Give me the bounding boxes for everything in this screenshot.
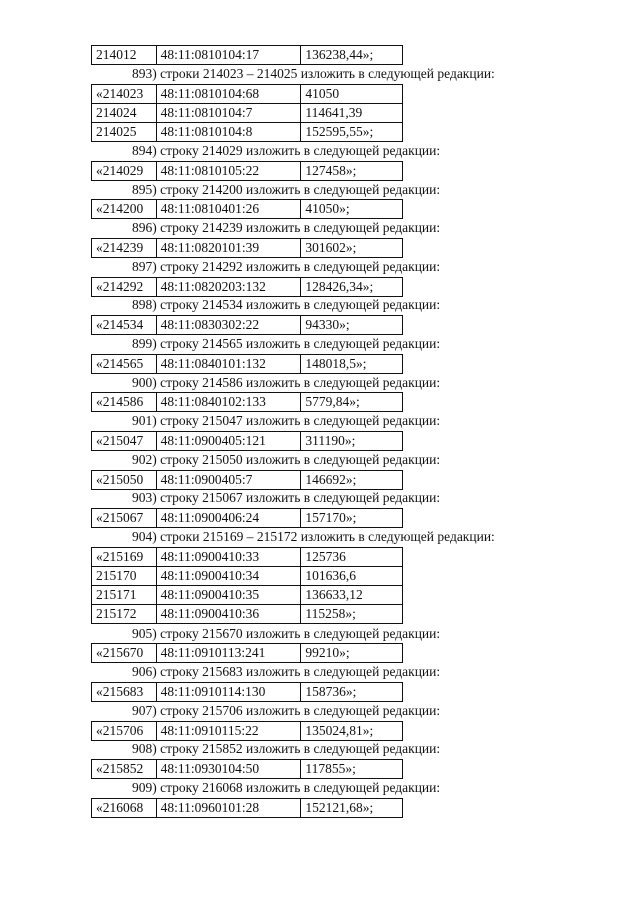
amendment-table [91,84,403,142]
amendment-table [91,431,403,451]
value-cell: 301602»; [301,239,403,258]
cadastral-number-cell: 48:11:0930104:50 [156,760,301,779]
amendment-table [91,759,403,779]
row-number-cell: 214012 [92,46,157,65]
table-row [92,547,403,566]
cadastral-number-cell: 48:11:0810104:68 [156,84,301,103]
amendment-table [91,199,403,219]
value-cell: 115258»; [301,604,403,623]
table-row [92,316,403,335]
amendment-instruction: 895) строку 214200 изложить в следующей редакции: [132,181,441,197]
cadastral-number-cell: 48:11:0910113:241 [156,644,301,663]
amendment-table [91,315,403,335]
table-row [92,354,403,373]
amendment-table [91,470,403,490]
cadastral-number-cell: 48:11:0900405:121 [156,432,301,451]
table-row [92,84,403,103]
value-cell: 94330»; [301,316,403,335]
amendment-table [91,238,403,258]
amendment-table [91,721,403,741]
table-row [92,682,403,701]
row-number-cell: «215067 [92,509,157,528]
row-number-cell: 214025 [92,122,157,141]
table-row [92,585,403,604]
row-number-cell: «215050 [92,470,157,489]
cadastral-number-cell: 48:11:0910115:22 [156,721,301,740]
cadastral-number-cell: 48:11:0900410:33 [156,547,301,566]
table-row [92,239,403,258]
amendment-instruction: 902) строку 215050 изложить в следующей редакции: [132,451,441,467]
cadastral-number-cell: 48:11:0900405:7 [156,470,301,489]
amendment-instruction: 904) строки 215169 – 215172 изложить в следующей редакции: [132,529,495,544]
value-cell: 136238,44»; [301,46,403,65]
value-cell: 152121,68»; [301,798,403,817]
value-cell: 136633,12 [301,585,403,604]
cadastral-number-cell: 48:11:0810104:17 [156,46,301,65]
value-cell: 125736 [301,547,403,566]
row-number-cell: «214239 [92,239,157,258]
amendment-instruction: 900) строку 214586 изложить в следующей редакции: [132,374,441,390]
row-number-cell: «215706 [92,721,157,740]
amendment-instruction: 906) строку 215683 изложить в следующей редакции: [132,664,441,680]
amendment-instruction: 896) строку 214239 изложить в следующей редакции: [132,220,441,236]
cadastral-number-cell: 48:11:0900410:34 [156,566,301,585]
amendment-table [91,643,403,663]
row-number-cell: «215047 [92,432,157,451]
amendment-table [91,392,403,412]
amendment-instruction: 897) строку 214292 изложить в следующей редакции: [132,258,441,274]
cadastral-number-cell: 48:11:0900406:24 [156,509,301,528]
amendment-instruction: 908) строку 215852 изложить в следующей редакции: [132,741,441,757]
table-row [92,277,403,296]
cadastral-number-cell: 48:11:0830302:22 [156,316,301,335]
row-number-cell: «214565 [92,354,157,373]
row-number-cell: «215670 [92,644,157,663]
cadastral-number-cell: 48:11:0900410:36 [156,604,301,623]
table-row [92,393,403,412]
table-row [92,46,403,65]
amendment-instruction: 909) строку 216068 изложить в следующей редакции: [132,779,441,795]
table-row [92,509,403,528]
cadastral-number-cell: 48:11:0900410:35 [156,585,301,604]
amendment-instruction: 905) строку 215670 изложить в следующей редакции: [132,625,441,641]
value-cell: 158736»; [301,682,403,701]
table-row [92,566,403,585]
cadastral-number-cell: 48:11:0840101:132 [156,354,301,373]
amendment-table [91,547,403,624]
cadastral-number-cell: 48:11:0960101:28 [156,798,301,817]
cadastral-number-cell: 48:11:0810104:7 [156,103,301,122]
row-number-cell: «214534 [92,316,157,335]
table-row [92,721,403,740]
amendment-table [91,277,403,297]
value-cell: 311190»; [301,432,403,451]
row-number-cell: «214292 [92,277,157,296]
table-row [92,604,403,623]
row-number-cell: 214024 [92,103,157,122]
table-row [92,470,403,489]
value-cell: 128426,34»; [301,277,403,296]
table-row [92,161,403,180]
table-row [92,432,403,451]
table-row [92,103,403,122]
value-cell: 146692»; [301,470,403,489]
value-cell: 41050 [301,84,403,103]
value-cell: 117855»; [301,760,403,779]
table-row [92,200,403,219]
amendment-instruction: 894) строку 214029 изложить в следующей редакции: [132,143,441,158]
table-row [92,122,403,141]
amendment-instruction: 898) строку 214534 изложить в следующей редакции: [132,297,441,313]
row-number-cell: 215170 [92,566,157,585]
row-number-cell: «215852 [92,760,157,779]
table-row [92,798,403,817]
value-cell: 101636,6 [301,566,403,585]
row-number-cell: «214586 [92,393,157,412]
value-cell: 148018,5»; [301,354,403,373]
amendment-table [91,798,403,818]
table-row [92,760,403,779]
value-cell: 41050»; [301,200,403,219]
cadastral-number-cell: 48:11:0810105:22 [156,161,301,180]
row-number-cell: «216068 [92,798,157,817]
value-cell: 5779,84»; [301,393,403,412]
cadastral-number-cell: 48:11:0910114:130 [156,682,301,701]
amendment-table [91,682,403,702]
value-cell: 152595,55»; [301,122,403,141]
cadastral-number-cell: 48:11:0820101:39 [156,239,301,258]
amendment-table [91,45,403,65]
value-cell: 135024,81»; [301,721,403,740]
cadastral-number-cell: 48:11:0810104:8 [156,122,301,141]
amendment-instruction: 901) строку 215047 изложить в следующей редакции: [132,413,441,429]
row-number-cell: «215683 [92,682,157,701]
row-number-cell: «214023 [92,84,157,103]
amendment-instruction: 899) строку 214565 изложить в следующей редакции: [132,336,441,351]
amendment-instruction: 903) строку 215067 изложить в следующей редакции: [132,490,441,506]
cadastral-number-cell: 48:11:0820203:132 [156,277,301,296]
amendment-table [91,161,403,181]
value-cell: 114641,39 [301,103,403,122]
row-number-cell: «215169 [92,547,157,566]
row-number-cell: 215172 [92,604,157,623]
amendment-table [91,354,403,374]
row-number-cell: «214029 [92,161,157,180]
amendment-instruction: 907) строку 215706 изложить в следующей редакции: [132,702,441,718]
table-row [92,644,403,663]
row-number-cell: 215171 [92,585,157,604]
value-cell: 99210»; [301,644,403,663]
value-cell: 157170»; [301,509,403,528]
cadastral-number-cell: 48:11:0840102:133 [156,393,301,412]
amendment-table [91,508,403,528]
value-cell: 127458»; [301,161,403,180]
row-number-cell: «214200 [92,200,157,219]
cadastral-number-cell: 48:11:0810401:26 [156,200,301,219]
amendment-instruction: 893) строки 214023 – 214025 изложить в следующей редакции: [132,65,495,81]
